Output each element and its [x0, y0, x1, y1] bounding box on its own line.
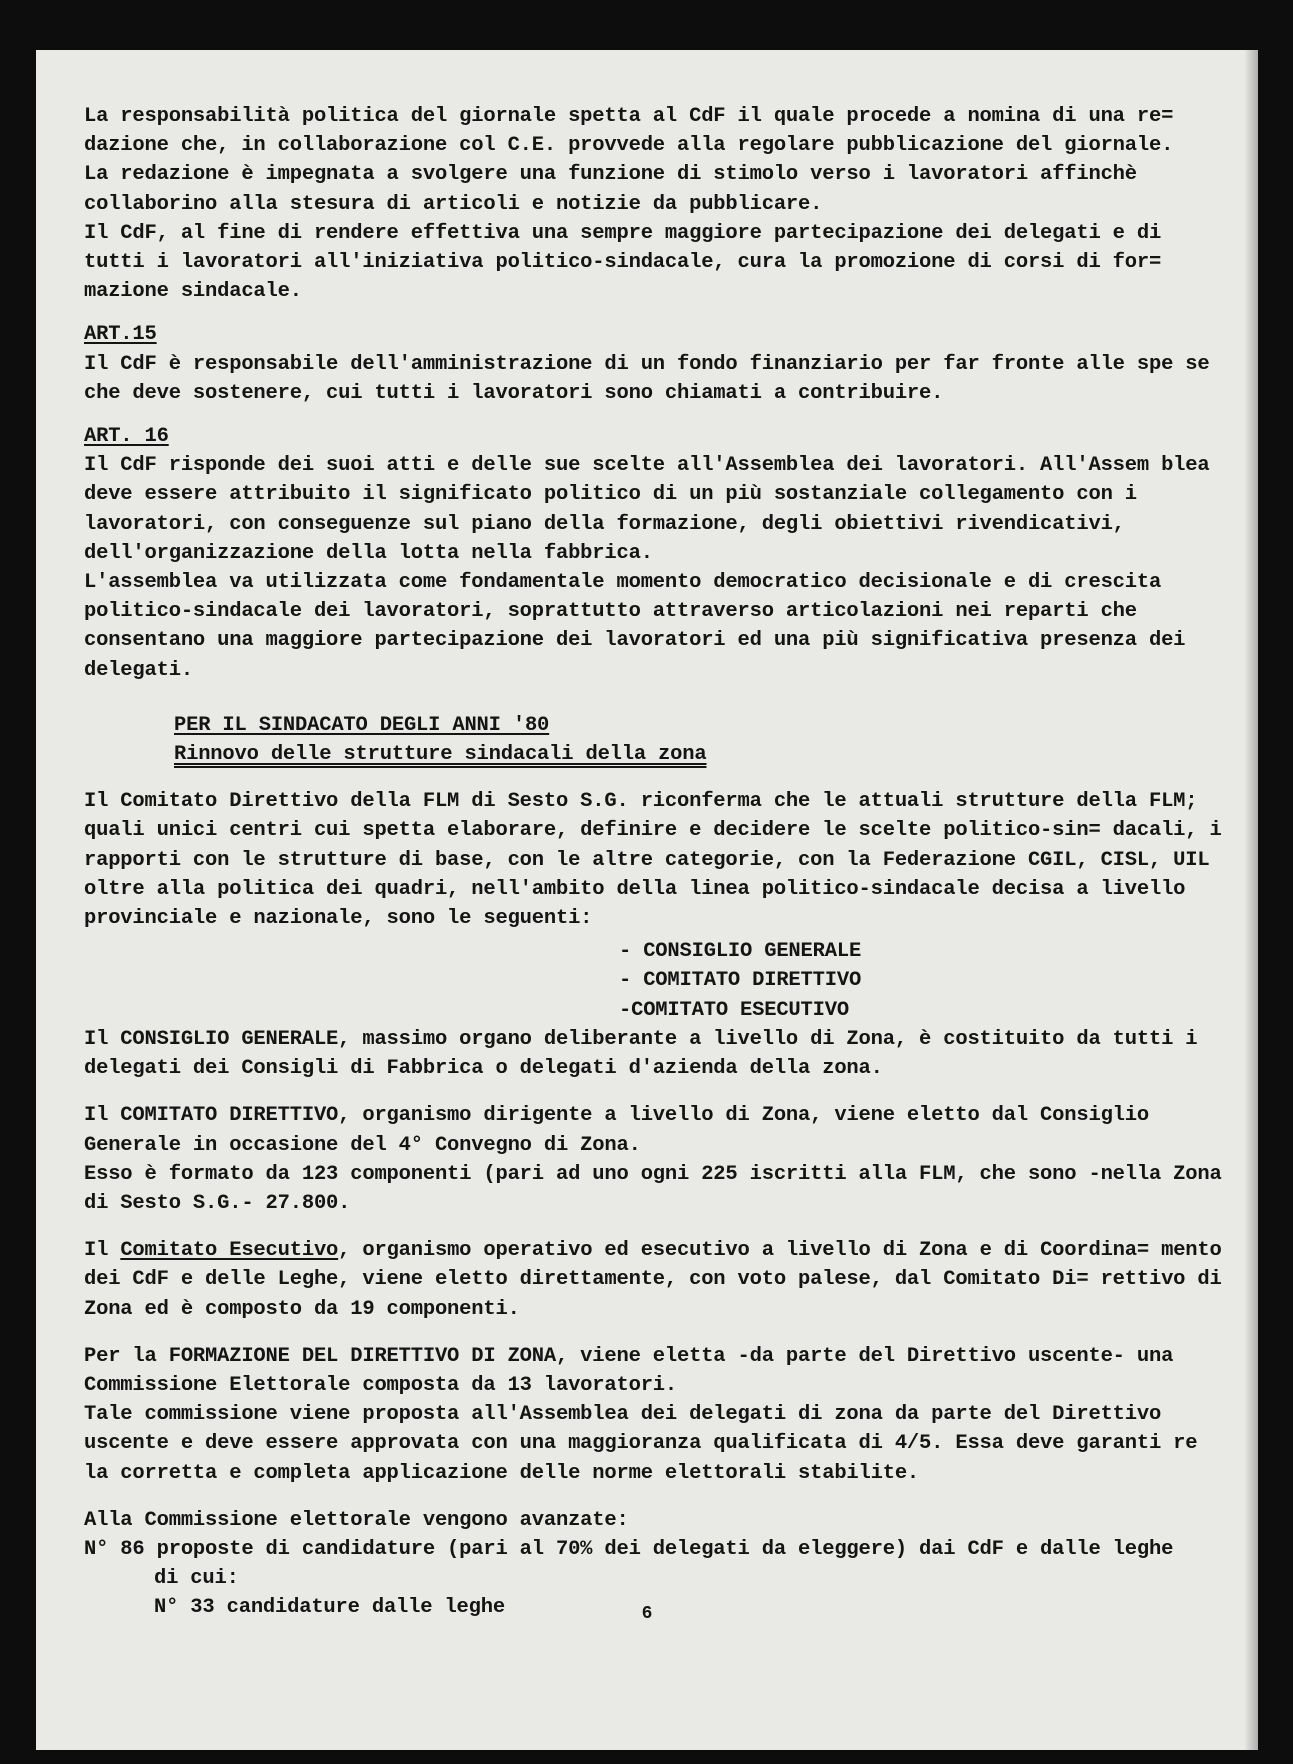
comitato-esecutivo-text	[84, 1236, 1224, 1324]
section-heading	[174, 711, 1224, 769]
comitato-direttivo-text: Il COMITATO DIRETTIVO, organismo dirigente a livello di Zona, viene eletto dal Consiglio Generale in occasione del 4° Convegno di Zona.	[84, 1104, 1149, 1157]
comitato-direttivo-composition: Esso è formato da 123 componenti (pari ad uno ogni 225 iscritti alla FLM, che sono -nella Zona di Sesto S.G.- 27.800.	[84, 1162, 1222, 1215]
structure-item: - COMITATO DIRETTIVO	[619, 969, 862, 993]
section-intro: Il Comitato Direttivo della FLM di Sesto S.G. riconferma che le attuali strutture della FLM; quali unici centri cui spetta elaborare, definire e decidere le scelte politico-sin= dacali, i rapporti con le strutture di base, con le altre categorie, con la Federazione CGIL, CISL, UIL oltre alla politica dei quadri, nell'ambito della linea politico-sindacale decisa a livello provinciale e nazionale, sono le seguenti:	[84, 790, 1222, 931]
page-number: 6	[641, 1604, 653, 1624]
article-15-text: Il CdF è responsabile dell'amministrazione di un fondo finanziario per far fronte alle spe se che deve sostenere, cui tutti i lavoratori sono chiamati a contribuire.	[84, 352, 1210, 405]
esecutivo-label: Comitato Esecutivo	[120, 1239, 339, 1263]
paragraph-responsabilita: La responsabilità politica del giornale spetta al CdF il quale procede a nomina di una re= dazione che, in collaborazione col C.E. provvede alla regolare pubblicazione del giornale.	[84, 105, 1174, 158]
esecutivo-prefix: Il	[84, 1239, 121, 1263]
structure-item: -COMITATO ESECUTIVO	[619, 998, 849, 1022]
structures-list	[619, 937, 1224, 1025]
paragraph-formazione-sindacale: Il CdF, al fine di rendere effettiva una sempre maggiore partecipazione dei delegati e di tutti i lavoratori all'iniziativa politico-sindacale, cura la promozione di corsi di for= mazione sindacale.	[84, 221, 1162, 304]
page-edge-shadow	[1244, 50, 1258, 1750]
esecutivo-description: , organismo operativo ed esecutivo a livello di Zona e di Coordina= mento dei CdF e delle Leghe, viene eletto direttamente, con voto palese, dal Comitato Di= rettivo di Zona ed è composto da 19 componenti.	[84, 1239, 1222, 1321]
page-text	[84, 102, 1224, 1623]
article-16-assemblea: L'assemblea va utilizzata come fondamentale momento democratico decisionale e di crescita politico-sindacale dei lavoratori, soprattutto attraverso articolazioni nei reparti che consentano una maggiore partecipazione dei lavoratori ed una più significativa presenza dei delegati.	[84, 571, 1186, 682]
structure-item: - CONSIGLIO GENERALE	[619, 940, 862, 964]
commissione-text: Tale commissione viene proposta all'Assemblea dei delegati di zona da parte del Direttivo uscente e deve essere approvata con una maggioranza qualificata di 4/5. Essa deve garanti re la corretta e completa applicazione delle norme elettorali stabilite.	[84, 1403, 1198, 1485]
candidature-line-3: N° 33 candidature dalle leghe	[154, 1596, 505, 1620]
document-page	[36, 50, 1258, 1750]
section-subtitle: Rinnovo delle strutture sindacali della zona	[174, 743, 707, 767]
candidature-intro: Alla Commissione elettorale vengono avanzate:	[84, 1508, 629, 1532]
paragraph-redazione: La redazione è impegnata a svolgere una funzione di stimolo verso i lavoratori affinchè collaborino alla stesura di articoli e notizie da pubblicare.	[84, 163, 1137, 216]
article-16-title: ART. 16	[84, 425, 169, 449]
article-15-title: ART.15	[84, 323, 157, 347]
section-title: PER IL SINDACATO DEGLI ANNI '80	[174, 713, 550, 737]
article-16-text: Il CdF risponde dei suoi atti e delle sue scelte all'Assemblea dei lavoratori. All'Assem blea deve essere attribuito il significato politico di un più sostanziale collegamento con i lavoratori, con conseguenze sul piano della formazione, degli obiettivi rivendicativi, dell'organizzazione della lotta nella fabbrica.	[84, 454, 1210, 565]
candidature-line-2: di cui:	[154, 1567, 239, 1591]
candidature-line-1: N° 86 proposte di candidature (pari al 70% dei delegati da eleggere) dai CdF e dalle leghe	[84, 1537, 1174, 1561]
consiglio-generale-text: Il CONSIGLIO GENERALE, massimo organo deliberante a livello di Zona, è costituito da tutti i delegati dei Consigli di Fabbrica o delegati d'azienda della zona.	[84, 1027, 1198, 1081]
formazione-direttivo-text: Per la FORMAZIONE DEL DIRETTIVO DI ZONA, viene eletta -da parte del Direttivo uscente- una Commissione Elettorale composta da 13 lavoratori.	[84, 1344, 1174, 1397]
